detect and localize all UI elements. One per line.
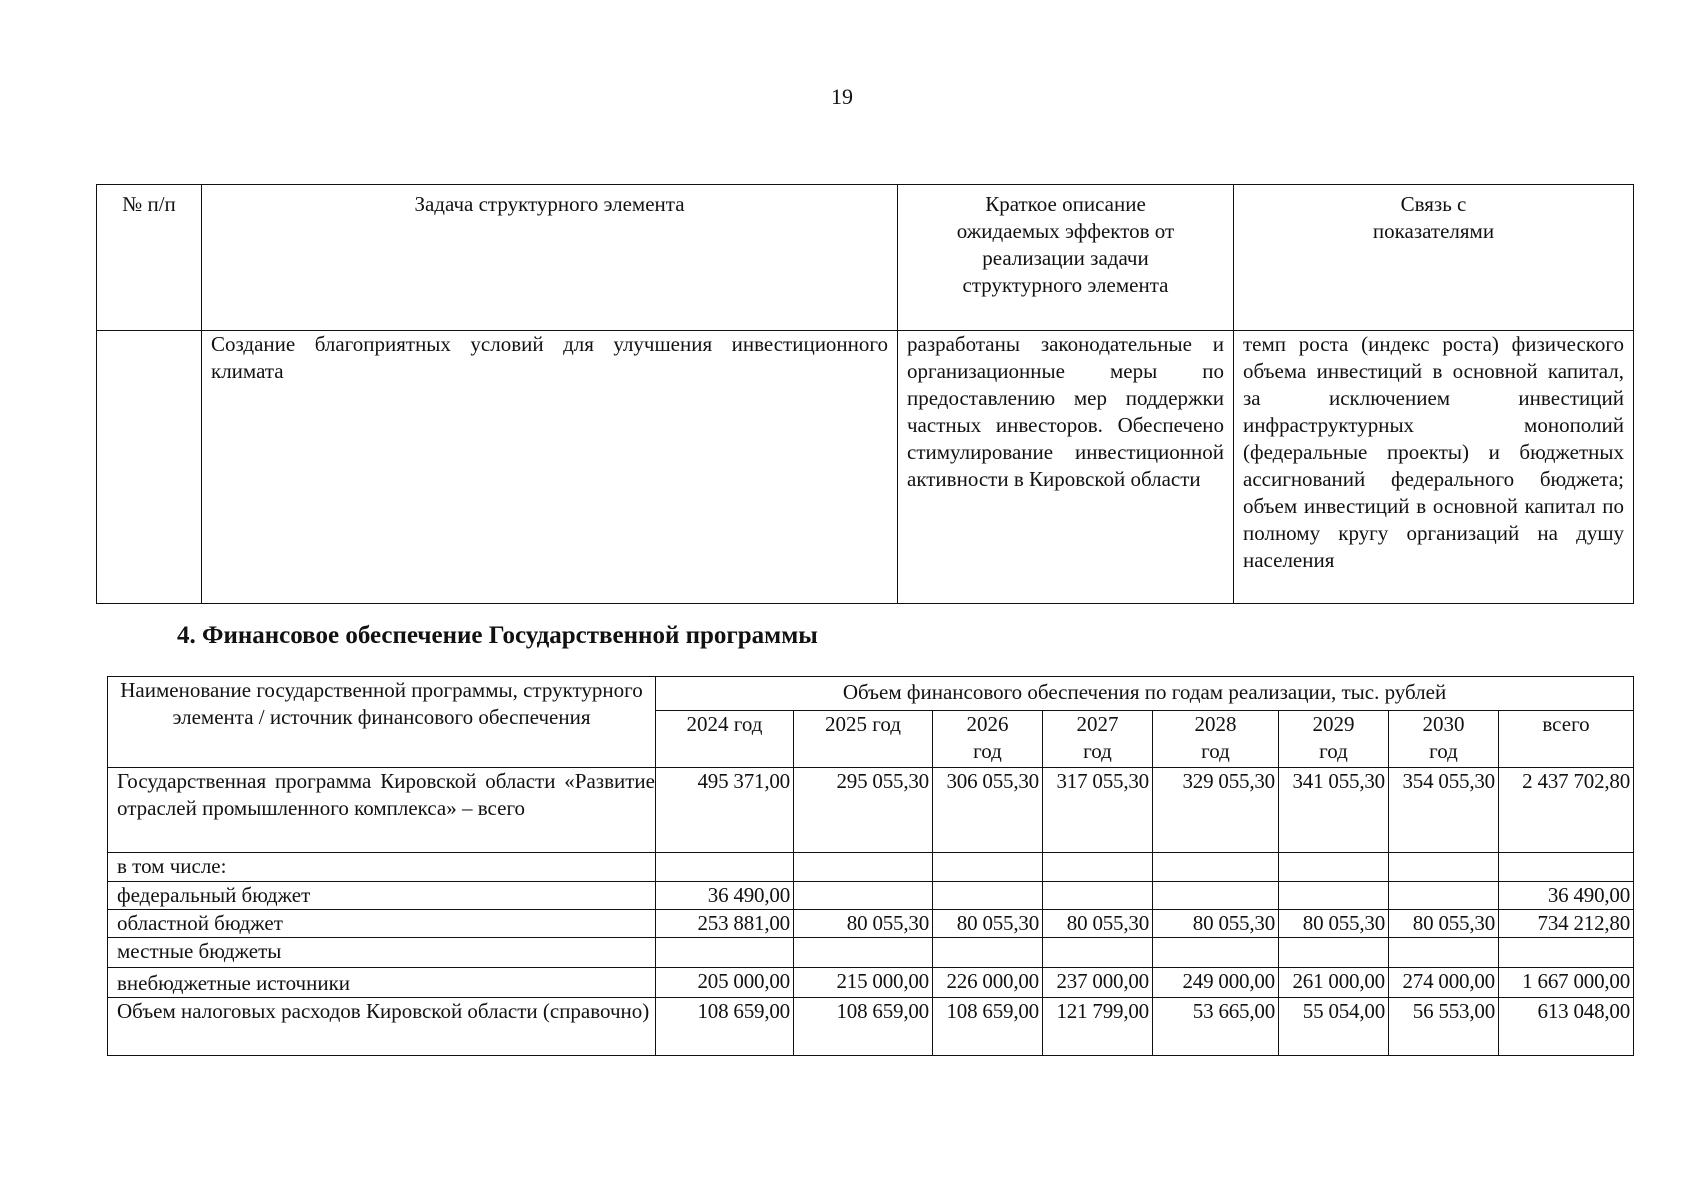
- cell-2029: 261 000,00: [1279, 968, 1389, 998]
- row-link: темп роста (индекс роста) физического объема инвестиций в основной капитал, за исключением инвестиций инфраструктурных монополий (федеральные проекты) и бюджетных ассигнований федерального бюджета; объем инвестиций в основной капитал по полному кругу организаций на душу населения: [1234, 331, 1634, 604]
- cell-2030: 274 000,00: [1389, 968, 1499, 998]
- cell-2030: 56 553,00: [1389, 998, 1499, 1056]
- section-title: 4. Финансовое обеспечение Государственной программы: [177, 622, 818, 649]
- row-num: [97, 331, 202, 604]
- year-2025: 2025 год: [794, 711, 933, 768]
- cell-2028: [1153, 938, 1279, 968]
- structural-elements-table: [96, 184, 1634, 604]
- cell-total: 2 437 702,80: [1499, 768, 1634, 853]
- header-name: Наименование государственной программы, структурного элемента / источник финансового обеспечения: [108, 677, 656, 768]
- cell-2030: [1389, 882, 1499, 910]
- cell-total: 36 490,00: [1499, 882, 1634, 910]
- cell-2027: 80 055,30: [1043, 910, 1153, 938]
- cell-2029: [1279, 882, 1389, 910]
- cell-2029: 55 054,00: [1279, 998, 1389, 1056]
- cell-2028: 53 665,00: [1153, 998, 1279, 1056]
- cell-2025: 80 055,30: [794, 910, 933, 938]
- header-effects: Краткое описание ожидаемых эффектов от реализации задачи структурного элемента: [898, 185, 1234, 331]
- cell-total: 734 212,80: [1499, 910, 1634, 938]
- cell-2029: [1279, 853, 1389, 882]
- cell-2029: [1279, 938, 1389, 968]
- row-name: Государственная программа Кировской области «Развитие отраслей промышленного комплекса» – всего: [108, 768, 656, 853]
- year-2026: 2026 год: [933, 711, 1043, 768]
- cell-total: 613 048,00: [1499, 998, 1634, 1056]
- table2-row-tax: [108, 998, 1634, 1056]
- cell-2027: 317 055,30: [1043, 768, 1153, 853]
- cell-2025: [794, 882, 933, 910]
- row-task: Создание благоприятных условий для улучшения инвестиционного климата: [202, 331, 898, 604]
- cell-2028: 249 000,00: [1153, 968, 1279, 998]
- year-2024: 2024 год: [656, 711, 794, 768]
- header-num: № п/п: [97, 185, 202, 331]
- table2-header-row-1: [108, 677, 1634, 711]
- cell-2024: 108 659,00: [656, 998, 794, 1056]
- cell-total: [1499, 853, 1634, 882]
- cell-2028: [1153, 853, 1279, 882]
- row-name: федеральный бюджет: [108, 882, 656, 910]
- cell-2024: 205 000,00: [656, 968, 794, 998]
- cell-total: 1 667 000,00: [1499, 968, 1634, 998]
- row-name: в том числе:: [108, 853, 656, 882]
- table2-row-federal: [108, 882, 1634, 910]
- cell-2026: [933, 938, 1043, 968]
- cell-2024: [656, 938, 794, 968]
- row-name: местные бюджеты: [108, 938, 656, 968]
- table2-row-regional: [108, 910, 1634, 938]
- row-name: внебюджетные источники: [108, 968, 656, 998]
- cell-2029: 341 055,30: [1279, 768, 1389, 853]
- header-task: Задача структурного элемента: [202, 185, 898, 331]
- header-link: Связь с показателями: [1234, 185, 1634, 331]
- cell-2030: 354 055,30: [1389, 768, 1499, 853]
- cell-2024: 36 490,00: [656, 882, 794, 910]
- table1-header-row: [97, 185, 1634, 331]
- cell-2026: [933, 882, 1043, 910]
- cell-2026: 80 055,30: [933, 910, 1043, 938]
- table1-row: [97, 331, 1634, 604]
- cell-2027: [1043, 853, 1153, 882]
- year-total: всего: [1499, 711, 1634, 768]
- financing-table: [107, 676, 1634, 1056]
- year-2027: 2027 год: [1043, 711, 1153, 768]
- cell-2025: [794, 853, 933, 882]
- cell-2027: [1043, 938, 1153, 968]
- cell-2030: [1389, 853, 1499, 882]
- year-2030: 2030 год: [1389, 711, 1499, 768]
- header-volume: Объем финансового обеспечения по годам реализации, тыс. рублей: [656, 677, 1634, 711]
- table2-row-including: [108, 853, 1634, 882]
- cell-2028: 329 055,30: [1153, 768, 1279, 853]
- cell-2027: 237 000,00: [1043, 968, 1153, 998]
- row-name: областной бюджет: [108, 910, 656, 938]
- cell-2026: 108 659,00: [933, 998, 1043, 1056]
- cell-2025: [794, 938, 933, 968]
- year-2029: 2029 год: [1279, 711, 1389, 768]
- cell-2028: 80 055,30: [1153, 910, 1279, 938]
- cell-2026: 306 055,30: [933, 768, 1043, 853]
- row-effects: разработаны законодательные и организационные меры по предоставлению мер поддержки частных инвесторов. Обеспечено стимулирование инвестиционной активности в Кировской области: [898, 331, 1234, 604]
- cell-2025: 108 659,00: [794, 998, 933, 1056]
- cell-2024: 253 881,00: [656, 910, 794, 938]
- table2-row-local: [108, 938, 1634, 968]
- cell-2027: 121 799,00: [1043, 998, 1153, 1056]
- cell-2026: [933, 853, 1043, 882]
- cell-2025: 295 055,30: [794, 768, 933, 853]
- row-name: Объем налоговых расходов Кировской области (справочно): [108, 998, 656, 1056]
- table2-row-extrabudget: [108, 968, 1634, 998]
- page-number: 19: [831, 84, 853, 109]
- year-2028: 2028 год: [1153, 711, 1279, 768]
- cell-total: [1499, 938, 1634, 968]
- cell-2028: [1153, 882, 1279, 910]
- cell-2024: [656, 853, 794, 882]
- cell-2030: [1389, 938, 1499, 968]
- cell-2025: 215 000,00: [794, 968, 933, 998]
- cell-2030: 80 055,30: [1389, 910, 1499, 938]
- cell-2029: 80 055,30: [1279, 910, 1389, 938]
- cell-2024: 495 371,00: [656, 768, 794, 853]
- cell-2027: [1043, 882, 1153, 910]
- table2-row-program: [108, 768, 1634, 853]
- cell-2026: 226 000,00: [933, 968, 1043, 998]
